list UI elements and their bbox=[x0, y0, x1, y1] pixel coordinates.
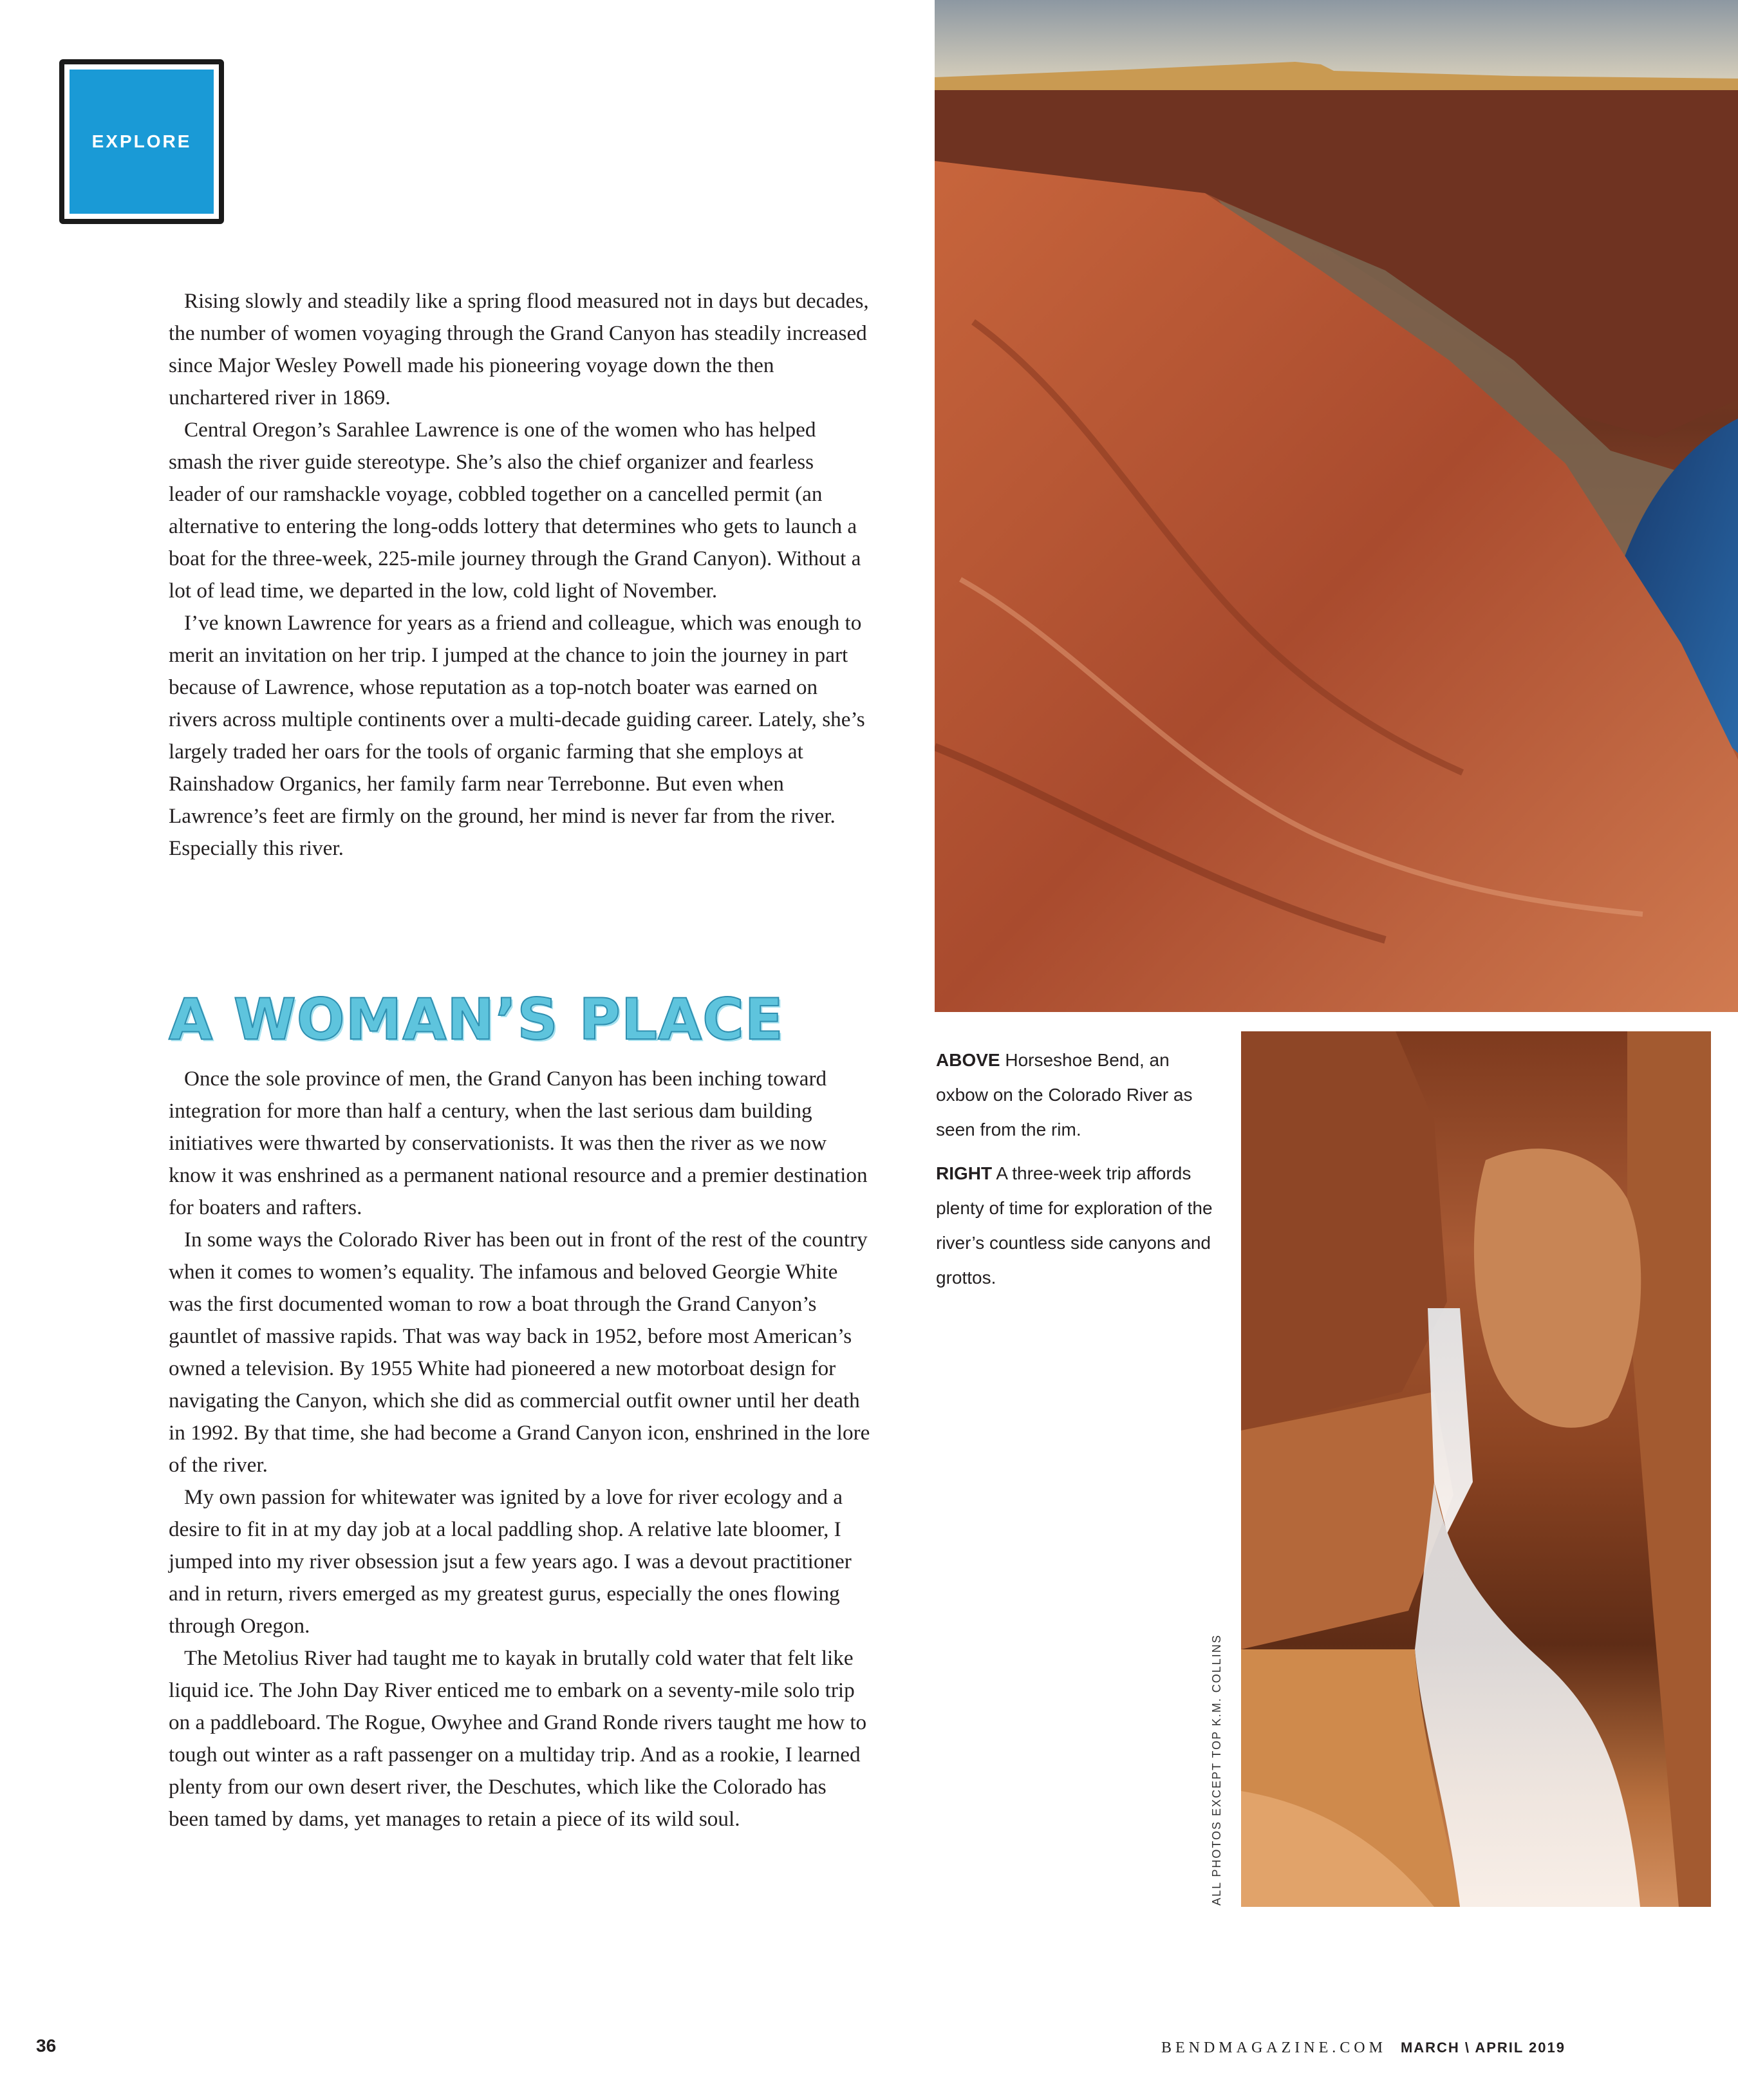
side-canyon-waterfall-photo bbox=[1241, 1031, 1711, 1907]
canyon-illustration bbox=[935, 0, 1738, 1012]
issue-date: MARCH \ APRIL 2019 bbox=[1400, 2039, 1565, 2056]
footer-masthead bbox=[1161, 2039, 1565, 2057]
body-paragraph: Central Oregon’s Sarahlee Lawrence is one of the women who has helped smash the river guide stereotype. She’s also the chief organizer and fearless leader of our ramshackle voyage, cobbled together on a cancelled permit (an alternative to entering the long-odds lottery that determines who gets to launch a boat for the three-week, 225-mile journey through the Grand Canyon). Without a lot of lead time, we departed in the low, cold light of November. bbox=[169, 418, 861, 603]
waterfall-illustration bbox=[1241, 1031, 1711, 1907]
section-subhead: A WOMAN’S PLACE bbox=[169, 986, 784, 1053]
photo-captions bbox=[936, 1043, 1226, 1304]
caption-right bbox=[936, 1156, 1226, 1295]
caption-text: Horseshoe Bend, an oxbow on the Colorado River as seen from the rim. bbox=[936, 1050, 1193, 1139]
caption-label: RIGHT bbox=[936, 1163, 993, 1183]
section-tag-label: EXPLORE bbox=[91, 131, 192, 151]
body-paragraph: My own passion for whitewater was ignited by a love for river ecology and a desire to fit in at my day job at a local paddling shop. A relative late bloomer, I jumped into my river obsession jsut a few years ago. I was a devout practitioner and in return, rivers emerged as my greatest gurus, especially the ones flowing through Oregon. bbox=[169, 1485, 852, 1638]
photo-credit: ALL PHOTOS EXCEPT TOP K.M. COLLINS bbox=[1210, 1634, 1223, 1906]
horseshoe-bend-photo bbox=[935, 0, 1738, 1012]
body-paragraph: In some ways the Colorado River has been out in front of the rest of the country when it comes to women’s equality. The infamous and beloved Georgie White was the first documented woman to row a boat through the Grand Canyon’s gauntlet of massive rapids. That was way back in 1952, before most American’s owned a television. By 1955 White had pioneered a new motorboat design for navigating the Canyon, which she did as commercial outfit owner until her death in 1992. By that time, she had become a Grand Canyon icon, enshrined in the lore of the river. bbox=[169, 1228, 870, 1477]
section-tag bbox=[59, 59, 224, 224]
body-paragraph: Rising slowly and steadily like a spring flood measured not in days but decades, the number of women voyaging through the Grand Canyon has steadily increased since Major Wesley Powell made his pioneering voyage down the then unchartered river in 1869. bbox=[169, 289, 869, 409]
caption-text: A three-week trip affords plenty of time for exploration of the river’s countless side canyons and grottos. bbox=[936, 1163, 1213, 1288]
caption-label: ABOVE bbox=[936, 1050, 1000, 1070]
page-number: 36 bbox=[36, 2036, 57, 2056]
body-paragraph: I’ve known Lawrence for years as a friend and colleague, which was enough to merit an invitation on her trip. I jumped at the chance to join the journey in part because of Lawrence, whose reputation as a top-notch boater was earned on rivers across multiple continents over a multi-decade guiding career. Lately, she’s largely traded her oars for the tools of organic farming that she employs at Rainshadow Organics, her family farm near Terrebonne. But even when Lawrence’s feet are firmly on the ground, her mind is never far from the river. Especially this river. bbox=[169, 611, 865, 860]
caption-above bbox=[936, 1043, 1226, 1147]
section-tag-fill bbox=[70, 70, 214, 214]
body-paragraph: Once the sole province of men, the Grand Canyon has been inching toward integration for more than half a century, when the last serious dam building initiatives were thwarted by conservationists. It was then the river as we now know it was enshrined as a permanent national resource and a premier destination for boaters and rafters. bbox=[169, 1067, 868, 1219]
site-name: BENDMAGAZINE.COM bbox=[1161, 2039, 1387, 2056]
section-text-block bbox=[169, 1063, 870, 1835]
intro-text-block bbox=[169, 285, 870, 865]
body-paragraph: The Metolius River had taught me to kayak in brutally cold water that felt like liquid ice. The John Day River enticed me to embark on a seventy-mile solo trip on a paddleboard. The Rogue, Owyhee and Grand Ronde rivers taught me how to tough out winter as a raft passenger on a multiday trip. And as a rookie, I learned plenty from our own desert river, the Deschutes, which like the Colorado has been tamed by dams, yet manages to retain a piece of its wild soul. bbox=[169, 1646, 867, 1831]
